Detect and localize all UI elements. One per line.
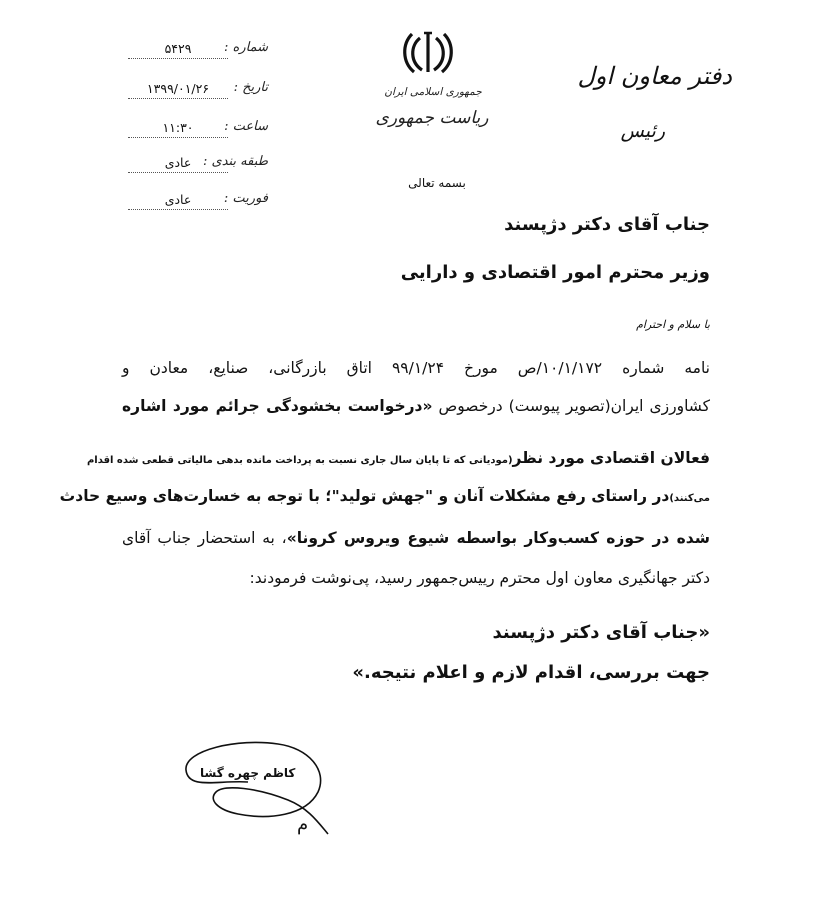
classification-label: طبقه بندی : <box>203 154 268 169</box>
date-value: ۱۳۹۹/۰۱/۲۶ <box>128 80 228 99</box>
urgency-label: فوریت : <box>223 191 268 206</box>
iran-emblem-icon <box>398 28 458 76</box>
body-line-3-b: (مودیانی که تا پایان سال جاری نسبت به پرداخت مانده بدهی مالیاتی قطعی شده اقدام <box>86 455 513 466</box>
body-line-4 <box>59 484 710 512</box>
time-value: ۱۱:۳۰ <box>128 119 228 138</box>
basmala: بسمه تعالی <box>408 176 466 190</box>
emblem-country: جمهوری اسلامی ایران <box>384 86 482 98</box>
meta-classification <box>118 154 268 176</box>
body-line-2-a: کشاورزی ایران(تصویر پیوست) درخصوص <box>432 397 710 415</box>
closing-line-2: جهت بررسی، اقدام لازم و اعلام نتیجه.» <box>352 662 710 683</box>
recipient-title: وزیر محترم امور اقتصادی و دارایی <box>400 262 710 283</box>
closing-line-1: «جناب آقای دکتر دژپسند <box>492 622 710 643</box>
date-label: تاریخ : <box>233 80 268 95</box>
emblem-presidency: ریاست جمهوری <box>375 108 489 128</box>
number-value: ۵۴۲۹ <box>128 40 228 59</box>
body-line-5-a: شده در حوزه کسب‌وکار بواسطه شیوع ویروس کرونا» <box>286 529 711 547</box>
meta-number <box>118 40 268 62</box>
body-line-3 <box>86 446 710 474</box>
office-subtitle: رئیس <box>620 120 665 142</box>
body-line-3-a: فعالان اقتصادی مورد نظر <box>512 449 710 467</box>
body-line-4-b: در راستای رفع مشکلات آنان و "جهش تولید"؛ با توجه به خسارت‌های وسیع حادث <box>59 487 670 505</box>
body-line-1: نامه شماره ۱۰/۱/۱۷۲/ص مورخ ۹۹/۱/۲۴ اتاق بازرگانی، صنایع، معادن و <box>122 359 711 377</box>
body-line-2-b: «درخواست بخشودگی جرائم مورد اشاره <box>122 397 433 415</box>
meta-time <box>118 119 268 141</box>
signer-initial: م <box>297 814 309 835</box>
body-line-2 <box>122 394 710 422</box>
body-line-4-a: می‌کنند) <box>669 493 710 504</box>
time-label: ساعت : <box>224 119 268 134</box>
greeting: با سلام و احترام <box>636 318 710 331</box>
body-line-5-b: ، به استحضار جناب آقای <box>122 529 287 547</box>
meta-date <box>118 80 268 102</box>
office-title: دفتر معاون اول <box>577 62 732 90</box>
classification-value: عادی <box>128 154 228 173</box>
signer-name: کاظم چهره گشا <box>200 766 296 780</box>
signature-scribble-icon <box>178 730 338 840</box>
body-line-6: دکتر جهانگیری معاون اول محترم رییس‌جمهور رسید، پی‌نوشت فرمودند: <box>249 569 710 587</box>
recipient-name: جناب آقای دکتر دژپسند <box>504 214 710 235</box>
urgency-value: عادی <box>128 191 228 210</box>
body-line-5 <box>122 526 710 554</box>
number-label: شماره : <box>224 40 268 55</box>
meta-urgency <box>118 191 268 213</box>
